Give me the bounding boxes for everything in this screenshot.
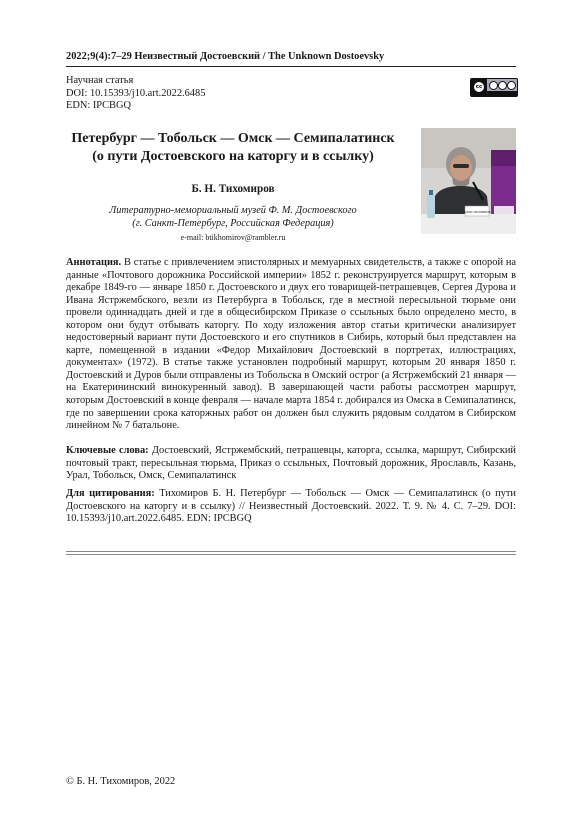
- nc-icon: [498, 81, 507, 90]
- cc-icon: cc: [473, 81, 485, 93]
- author-email[interactable]: e-mail: btikhomirov@rambler.ru: [180, 233, 286, 242]
- article-type: Научная статья: [66, 75, 134, 86]
- article-title: [66, 130, 400, 165]
- affiliation-line-1: Литературно-мемориальный музей Ф. М. Достоевского: [109, 205, 357, 216]
- article-meta: [66, 75, 205, 113]
- by-icon: [489, 81, 498, 90]
- citation-label: Для цитирования:: [66, 488, 155, 499]
- edn-code: EDN: IPCBGQ: [66, 100, 131, 112]
- abstract: [66, 257, 516, 433]
- citation: [66, 488, 516, 526]
- author-photo: [421, 128, 516, 234]
- name-plate-text: БОРИС ТИХОМИРОВ: [463, 211, 491, 214]
- citation-text: Тихомиров Б. Н. Петербург — Тобольск — Омск — Семипалатинск (о пути Достоевского на каторгу и в ссылку) // Неизвестный Достоевский. 2022. Т. 9. № 4. С. 7–29. DOI: 10.15393/j10.art.2022.6485. EDN: IPCBGQ: [66, 488, 516, 525]
- keywords-label: Ключевые слова:: [66, 445, 149, 456]
- keywords: [66, 445, 516, 483]
- title-line-2: (о пути Достоевского на каторгу и в ссылку): [92, 148, 374, 164]
- affiliation: [66, 204, 400, 230]
- nd-icon: [507, 81, 516, 90]
- affiliation-line-2: (г. Санкт-Петербург, Российская Федерация): [132, 218, 334, 229]
- abstract-label: Аннотация.: [66, 257, 122, 268]
- keywords-text: Достоевский, Ястржембский, петрашевцы, каторга, ссылка, маршрут, Сибирский почтовый тракт, пересыльная тюрьма, Приказ о ссыльных, Почтовый дорожник, Ярославль, Казань, Урал, Тобольск, Омск, Семипалатинск: [66, 445, 516, 482]
- journal-header: 2022;9(4):7–29 Неизвестный Достоевский / The Unknown Dostoevsky: [66, 51, 385, 62]
- author-name: Б. Н. Тихомиров: [191, 183, 275, 195]
- header-rule: [66, 66, 516, 67]
- section-divider: [66, 551, 516, 555]
- doi-link[interactable]: DOI: 10.15393/j10.art.2022.6485: [66, 87, 206, 99]
- cc-license-badge[interactable]: [470, 78, 518, 97]
- abstract-text: В статье с привлечением эпистолярных и мемуарных свидетельств, а также с опорой на данные «Почтового дорожника Российской империи» 1852 г. реконструируется маршрут, которым в декабре 1849-го — январе 1850 г. Достоевского и двух его товарищей-петрашевцев, Сергея Дурова и Ивана Ястржембского, везли из Петербурга в Тобольск, где в местной пересыльной тюрьме они провели одиннадцать дней и где в общесибирском Приказе о ссыльных было определено место, в котором они будут отбывать каторгу. По ходу изложения автор статьи критически анализирует недостоверный вариант пути Достоевского и его спутников в Сибирь, который был представлен на карте, помещенной в издании «Федор Михайлович Достоевский в портретах, иллюстрациях, документах» (1972). В статье также установлен подробный маршрут, которым 20 января 1850 г. Достоевский и Дуров были отправлены из Тобольска в Омский острог (а Ястржембский 21 января — на Екатерининский винокуренный завод). В завершающей части работы рассмотрен маршрут, которым Достоевский в конце февраля — начале марта 1854 г. добирался из Омска в Семипалатинск, где по завершении срока каторжных работ он должен был служить рядовым солдатом в Сибирском линейном № 7 батальоне.: [66, 257, 516, 432]
- title-line-1: Петербург — Тобольск — Омск — Семипалатинск: [71, 131, 395, 146]
- copyright-notice: © Б. Н. Тихомиров, 2022: [66, 776, 176, 787]
